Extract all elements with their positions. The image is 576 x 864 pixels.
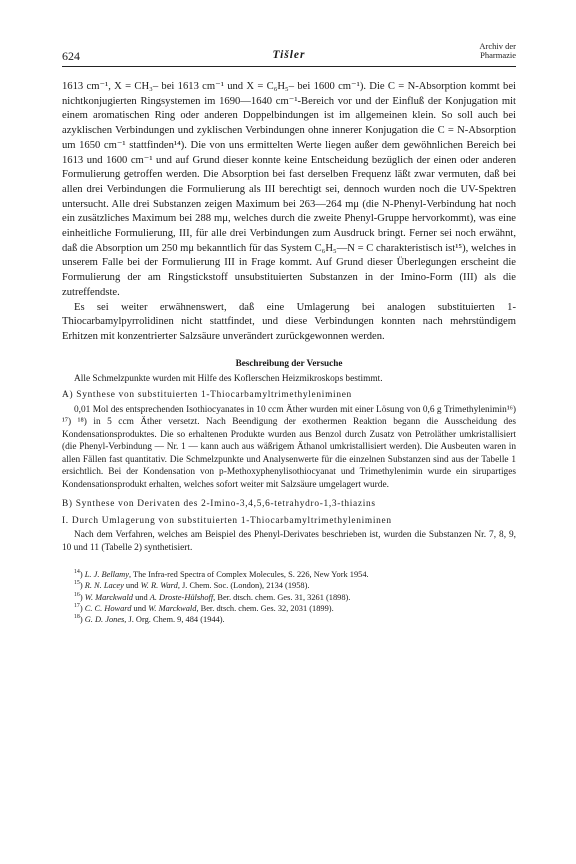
- page-header: [62, 40, 516, 68]
- subsection-b-title: B) Synthese von Derivaten des 2-Imino-3,4,5,6-tetrahydro-1,3-thiazins: [62, 499, 376, 510]
- footnote: $^{18}$) G. D. Jones, J. Org. Chem. 9, 484 (1944).: [74, 614, 225, 624]
- running-head: Tišler: [272, 49, 306, 61]
- page-number: 624: [62, 49, 80, 63]
- header-rule: [62, 66, 516, 67]
- subsection-b1-text: Nach dem Verfahren, welches am Beispiel des Phenyl-Derivates beschrieben ist, wurden die Substanzen Nr. 7, 8, 9, 10 und 11 (Tabelle 2) synthetisiert.: [62, 530, 516, 553]
- section-title: Beschreibung der Versuche: [235, 357, 343, 368]
- subsection-a-text: 0,01 Mol des entsprechenden Isothiocyanates in 10 ccm Äther wurden mit einer Lösung von 0,6 g Trimethylenimin¹⁶) ¹⁷) ¹⁸) in 5 ccm Äther versetzt. Nach Beendigung der exothermen Reaktion begann die Ausscheidung des Kondensationsproduktes. Die so erhaltenen Produkte wurden aus Benzol durch Zusatz von Petroläther umkristallisiert (die Phenyl-Verbindung — Nr. 1 — kann auch aus wäßrigem Äthanol umkristallisiert werden). Die Ausbeuten waren in allen Fällen fast quantitativ. Die Schmelzpunkte und Analysenwerte für die einzelnen Substanzen sind aus der Tabelle 1 ersichtlich. Bei der Kondensation von p-Methoxyphenylisothiocyanat und Trimethylenimin wurde ein sirupartiges Kondensationsprodukt erhalten, welches sofort weiter mit Salzsäure umgelagert wurde.: [62, 404, 516, 490]
- footnote: $^{17}$) C. C. Howard und W. Marckwald, Ber. dtsch. chem. Ges. 32, 2031 (1899).: [74, 602, 334, 613]
- footnote: $^{16}$) W. Marckwald und A. Droste-Hülshoff, Ber. dtsch. chem. Ges. 31, 3261 (1898).: [74, 591, 351, 602]
- footnote: $^{14}$) L. J. Bellamy, The Infra-red Spectra of Complex Molecules, S. 226, New York 1954.: [74, 569, 369, 580]
- footnote: $^{15}$) R. N. Lacey und W. R. Ward, J. Chem. Soc. (London), 2134 (1958).: [74, 580, 310, 591]
- journal-page: [62, 40, 516, 625]
- paragraph-ir-discussion: 1613 cm⁻¹, X = CH₃– bei 1613 cm⁻¹ und X = C₆H₅– bei 1600 cm⁻¹). Die C = N-Absorption kommt bei nichtkonjugierten Ringsystemen im 1690—1640 cm⁻¹-Bereich vor und der Einfluß der Konjugation mit einem aromatischen Ring oder anderen Doppelbindungen ist im allgemeinen klein. So soll auch bei azyklischen Verbindungen und zyklischen Verbindungen ohne innerer Konjugation die C = N-Absorption um 1650 cm⁻¹ stattfinden¹⁴). Die von uns ermittelten Werte liegen außer dem gewöhnlichen Bereich bei 1613 und 1600 cm⁻¹ und auf Grund dieser konnte keine Entscheidung bezüglich der einen oder anderen Formulierung getroffen werden. Die Absorption bei fast derselben Frequenz läßt zwar vermuten, daß bei allen drei Verbindungen die Formulierung als III berechtigt sei, dennoch wurden noch die UV-Spektren untersucht. Alle drei Substanzen zeigen Maximum bei 263—264 mμ (die N-Phenyl-Verbindung hat noch ein zusätzliches Maximum bei 288 mμ, welches durch die zweite Phenyl-Gruppe hervorkommt), was eine einheitliche Formulierung, III, für alle drei Verbindungen zum Ausdruck bringt. Ferner sei noch erwähnt, daß die Absorption um 250 mμ bekanntlich für das System C₆H₅—N = C charakteristisch ist¹⁵), welches in unserem Falle bei der Formulierung III in Frage kommt. Auf Grund dieser Überlegungen erscheint die Formulierung der am Ringstickstoff unsubstituierten Substanzen in der Imino-Form (III) als die zutreffendste.: [62, 81, 516, 298]
- paragraph-rearrangement-note: Es sei weiter erwähnenswert, daß eine Umlagerung bei analogen substituierten 1-Thiocarbamylpyrrolidinen nicht stattfindet, und diese Verbindungen konnten nach mehrstündigem Erhitzen mit konzentrierter Salzsäure unverändert zurückgewonnen werden.: [62, 301, 516, 342]
- experimental-section: [62, 358, 516, 555]
- journal-line-1: Archiv der: [479, 41, 516, 51]
- subsection-b1-title: I. Durch Umlagerung von substituierten 1-Thiocarbamyltrimethyleniminen: [62, 515, 392, 526]
- melting-point-note: Alle Schmelzpunkte wurden mit Hilfe des Koflerschen Heizmikroskops bestimmt.: [74, 373, 383, 384]
- footnotes: [62, 569, 516, 625]
- main-text: [62, 80, 516, 345]
- subsection-a-title: A) Synthese von substituierten 1-Thiocarbamyltrimethyleniminen: [62, 390, 352, 401]
- journal-name: [479, 42, 516, 60]
- journal-line-2: Pharmazie: [480, 50, 516, 60]
